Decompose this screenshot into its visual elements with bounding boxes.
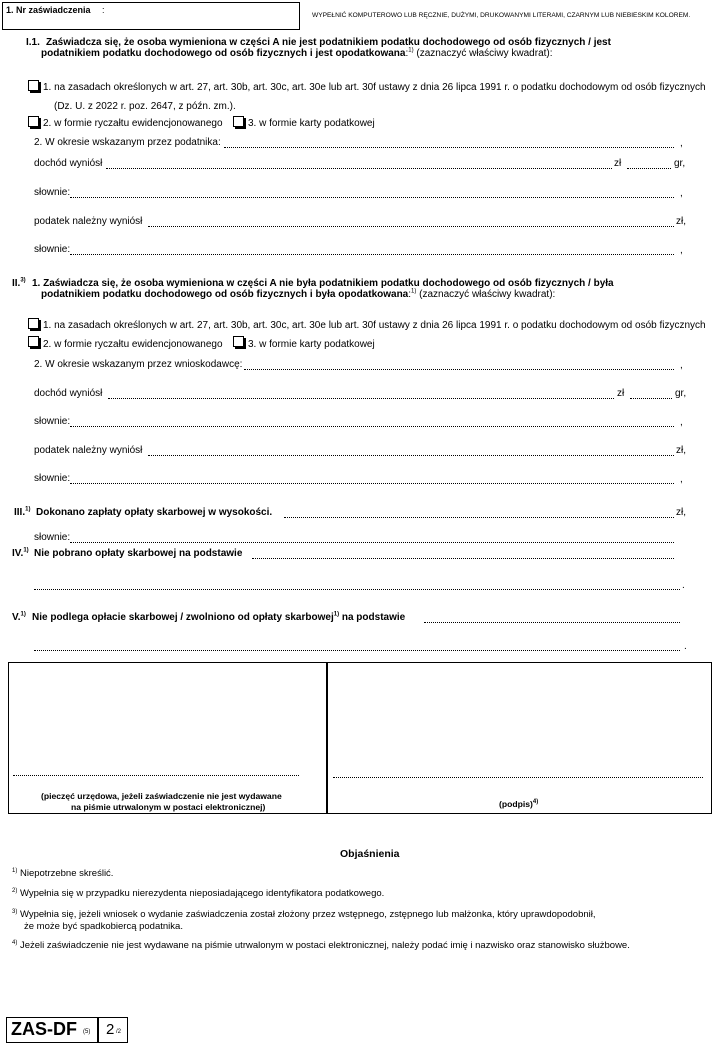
section2-option1-checkbox[interactable] <box>28 318 39 329</box>
section1-tax-field[interactable] <box>148 226 674 227</box>
section3-number: III.$^{1)}$ <box>14 506 31 518</box>
section1-number: I.1. <box>26 37 40 48</box>
section2-tax-words-field[interactable] <box>70 483 674 484</box>
section3-words-field[interactable] <box>70 542 674 543</box>
section2-tax-words-label: słownie: <box>34 473 71 484</box>
section1-income-zl-field[interactable] <box>106 168 612 169</box>
section1-option3-checkbox[interactable] <box>233 116 244 127</box>
section2-income-zl-field[interactable] <box>108 398 614 399</box>
section1-tax-words-field[interactable] <box>70 254 674 255</box>
section1-tax-words-label: słownie: <box>34 244 71 255</box>
section2-income-words-field[interactable] <box>70 426 674 427</box>
section1-gr-label: gr, <box>674 158 686 169</box>
footnote-1: $^{1)}$ Niepotrzebne skreślić. <box>12 867 114 879</box>
section2-number: II.$^{3)}$ <box>12 277 26 289</box>
footnote-ref: 1) <box>411 288 417 295</box>
section2-period-field[interactable] <box>244 369 674 370</box>
section1-income-gr-field[interactable] <box>627 168 671 169</box>
stamp-caption-line1: (pieczęć urzędowa, jeżeli zaświadczenie nie jest wydawane <box>41 791 282 801</box>
form-code: ZAS-DF <box>11 1019 77 1039</box>
section1-option1-label-cont: (Dz. U. z 2022 r. poz. 2647, z późn. zm.). <box>54 101 236 112</box>
section2-option3-label: 3. w formie karty podatkowej <box>248 339 375 350</box>
section4-basis-field[interactable] <box>252 558 674 559</box>
section2-tax-zl: zł, <box>676 445 686 456</box>
section5-basis-field-cont[interactable] <box>34 650 680 651</box>
footnote-3-cont: że może być spadkobiercą podatnika. <box>24 921 183 932</box>
section3-amount-field[interactable] <box>284 517 674 518</box>
footnote-4: $^{4)}$ Jeżeli zaświadczenie nie jest wydawane na piśmie utrwalonym w postaci elektronicznej, należy podać imię i nazwisko oraz stanowisko służbowe. <box>12 939 630 951</box>
section2-title-line2: podatnikiem podatku dochodowego od osób fizycznych i była opodatkowana <box>41 289 409 300</box>
form-version: (5) <box>83 1029 91 1035</box>
section2-tax-label: podatek należny wyniósł <box>34 445 143 456</box>
section2-zl-label: zł <box>617 388 625 399</box>
section3-zl: zł, <box>676 507 686 518</box>
section1-period-label: 2. W okresie wskazanym przez podatnika: <box>34 137 221 148</box>
document-number-label: 1. Nr zaświadczenia <box>6 5 91 15</box>
section1-title-line2: podatnikiem podatku dochodowego od osób fizycznych i jest opodatkowana <box>41 48 406 59</box>
stamp-caption-line2: na piśmie utrwalonym w postaci elektronicznej) <box>71 802 266 812</box>
signature-box[interactable] <box>326 662 712 814</box>
section2-gr-label: gr, <box>675 388 687 399</box>
section2-income-words-label: słownie: <box>34 416 71 427</box>
section1-title-line2-wrap: podatnikiem podatku dochodowego od osób fizycznych i jest opodatkowana:$^{1)}$ (zaznaczyć właściwy kwadrat): <box>41 47 553 59</box>
form-code-box <box>6 1017 128 1043</box>
section1-period-field[interactable] <box>224 147 674 148</box>
official-stamp-box[interactable] <box>8 662 328 814</box>
page-number: 2 <box>106 1021 115 1038</box>
footnote-ref: 1) <box>408 47 414 54</box>
section4-number: IV.$^{1)}$ <box>12 547 29 559</box>
section1-income-words-label: słownie: <box>34 187 71 198</box>
section5-title: Nie podlega opłacie skarbowej / zwolniono od opłaty skarbowej$^{1)}$ na podstawie <box>32 611 406 623</box>
section3-title: Dokonano zapłaty opłaty skarbowej w wysokości. <box>36 507 273 518</box>
section1-option2-checkbox[interactable] <box>28 116 39 127</box>
section5-number: V.$^{1)}$ <box>12 611 26 623</box>
section1-zl-label: zł <box>614 158 622 169</box>
section2-period-label: 2. W okresie wskazanym przez wnioskodawcę: <box>34 359 243 370</box>
section1-option3-label: 3. w formie karty podatkowej <box>248 118 375 129</box>
section3-words-label: słownie: <box>34 532 71 543</box>
section1-tax-zl: zł, <box>676 216 686 227</box>
notes-title: Objaśnienia <box>340 848 400 860</box>
section1-hint: (zaznaczyć właściwy kwadrat): <box>416 48 553 59</box>
footer-divider <box>97 1018 99 1042</box>
document-number-box[interactable]: 1. Nr zaświadczenia : <box>2 2 300 30</box>
section1-option1-checkbox[interactable] <box>28 80 39 91</box>
section2-tax-field[interactable] <box>148 455 674 456</box>
section4-title: Nie pobrano opłaty skarbowej na podstawie <box>34 548 243 559</box>
section2-hint: (zaznaczyć właściwy kwadrat): <box>419 289 556 300</box>
section1-income-words-field[interactable] <box>70 197 674 198</box>
signature-line <box>333 777 703 778</box>
section2-option2-checkbox[interactable] <box>28 336 39 347</box>
section2-title-line1: 1. Zaświadcza się, że osoba wymieniona w części A nie była podatnikiem podatku dochodowego od osób fizycznych / była <box>32 278 614 289</box>
section1-income-label: dochód wyniósł <box>34 158 103 169</box>
fill-instruction: WYPEŁNIĆ KOMPUTEROWO LUB RĘCZNIE, DUŻYMI, DRUKOWANYMI LITERAMI, CZARNYM LUB NIEBIESKIM KOLOREM. <box>312 12 691 19</box>
page-total: /2 <box>116 1029 122 1035</box>
section2-income-gr-field[interactable] <box>630 398 672 399</box>
section2-option2-label: 2. w formie ryczałtu ewidencjonowanego <box>43 339 223 350</box>
section1-option1-label: 1. na zasadach określonych w art. 27, art. 30b, art. 30c, art. 30e lub art. 30f ustawy z dnia 26 lipca 1991 r. o podatku dochodowym od osób fizycznych <box>43 82 706 93</box>
section4-basis-field-cont[interactable] <box>34 589 680 590</box>
section2-title-line2-wrap: podatnikiem podatku dochodowego od osób fizycznych i była opodatkowana:$^{1)}$ (zaznaczyć właściwy kwadrat): <box>41 288 556 300</box>
section1-title-line1: Zaświadcza się, że osoba wymieniona w części A nie jest podatnikiem podatku dochodowego od osób fizycznych / jest <box>46 37 611 48</box>
section2-income-label: dochód wyniósł <box>34 388 103 399</box>
section5-basis-field[interactable] <box>424 622 680 623</box>
footnote-2: $^{2)}$ Wypełnia się w przypadku nierezydenta nieposiadającego identyfikatora podatkowego. <box>12 887 385 899</box>
section2-option3-checkbox[interactable] <box>233 336 244 347</box>
stamp-line <box>13 775 299 776</box>
section1-option2-label: 2. w formie ryczałtu ewidencjonowanego <box>43 118 223 129</box>
signature-caption: (podpis)$^{4)}$ <box>499 799 539 809</box>
section2-option1-label: 1. na zasadach określonych w art. 27, art. 30b, art. 30c, art. 30e lub art. 30f ustawy z dnia 26 lipca 1991 r. o podatku dochodowym od osób fizycznych <box>43 320 706 331</box>
footnote-3: $^{3)}$ Wypełnia się, jeżeli wniosek o wydanie zaświadczenia został złożony przez wstępnego, zstępnego lub małżonka, który uprawdopodobnił, <box>12 908 596 920</box>
section1-tax-label: podatek należny wyniósł <box>34 216 143 227</box>
